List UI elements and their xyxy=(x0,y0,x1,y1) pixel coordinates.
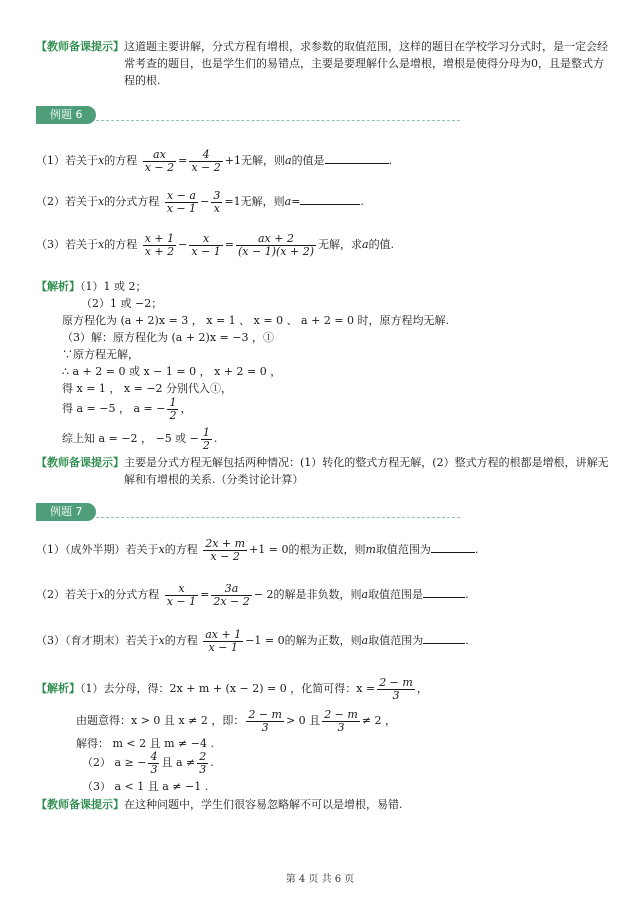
example-6-solution: 【解析】（1）1 或 2； xyxy=(36,280,147,293)
fraction: $\frac{x + 1}{x + 2}$ xyxy=(144,231,175,258)
teacher-tip-text: 这道题主要讲解，分式方程有增根，求参数的取值范围，这样的题目在学校学习分式时，是一定会经 xyxy=(124,40,608,53)
fraction: $\frac{ax + 2}{(x - 1)(x + 2)}$ xyxy=(238,231,314,258)
solution-line: 得 a = −5 ， a = − $\frac{1}{2}$ ， xyxy=(62,395,192,422)
example-6-question-2: （2）若关于x的分式方程 $\frac{x - a}{x - 1}$ − $\frac{3}{x}$ =1无解，则a= . xyxy=(36,188,364,215)
answer-blank[interactable] xyxy=(423,633,465,644)
teacher-tip-text: 解和有增根的关系.（分类讨论计算） xyxy=(124,473,304,486)
solution-line: 综上知 a = −2 ， −5 或 − $\frac{1}{2}$ . xyxy=(62,425,218,452)
fraction: $\frac{4}{3}$ xyxy=(150,749,158,776)
solution-line: 解得： m < 2 且 m ≠ −4 . xyxy=(76,737,214,750)
teacher-tip-1 xyxy=(36,40,608,54)
fraction: $\frac{2 - m}{3}$ xyxy=(324,707,358,734)
fraction: $\frac{x - a}{x - 1}$ xyxy=(166,188,197,215)
solution-line: 得 x = 1 ， x = −2 分别代入①， xyxy=(62,382,233,395)
example-7-title: 例题 7 xyxy=(36,503,96,521)
solution-line: （3）解：原方程化为 (a + 2)x = −3 ，① xyxy=(62,331,274,344)
fraction: $\frac{3}{x}$ xyxy=(213,188,221,215)
answer-blank[interactable] xyxy=(431,542,475,553)
fraction: $\frac{2}{3}$ xyxy=(199,749,207,776)
section-divider xyxy=(96,517,460,518)
teacher-tip-2: 【教师备课提示】主要是分式方程无解包括两种情况：(1）转化的整式方程无解，(2）整式方程的根都是增根，讲解无 xyxy=(36,456,609,469)
answer-blank[interactable] xyxy=(423,587,465,598)
solution-tag: 【解析】 xyxy=(36,280,80,293)
answer-blank[interactable] xyxy=(300,194,360,205)
example-6-title: 例题 6 xyxy=(36,106,96,124)
fraction: $\frac{1}{2}$ xyxy=(202,425,210,452)
example-7-solution: 【解析】（1）去分母，得：2x + m + (x − 2) = 0 ，化简可得：x = $\frac{2 - m}{3}$ ， xyxy=(36,675,428,702)
fraction: $\frac{ax}{x - 2}$ xyxy=(144,147,175,174)
fraction: $\frac{ax + 1}{x - 1}$ xyxy=(205,627,242,654)
teacher-tip-tag: 【教师备课提示】 xyxy=(36,40,124,53)
solution-line: 由题意得：x > 0 且 x ≠ 2 ，即： $\frac{2 - m}{3}$ > 0 且 $\frac{2 - m}{3}$ ≠ 2 ， xyxy=(76,707,397,734)
fraction: $\frac{2x + m}{x - 2}$ xyxy=(205,536,246,563)
fraction: $\frac{3a}{2x - 2}$ xyxy=(213,581,250,608)
fraction: $\frac{x}{x - 1}$ xyxy=(191,231,221,258)
example-6-question-3: （3）若关于x的方程 $\frac{x + 1}{x + 2}$ − $\frac{x}{x - 1}$ = $\frac{ax + 2}{(x - 1)(x + 2)}$ 无解，求a的值. xyxy=(36,231,395,258)
fraction: $\frac{2 - m}{3}$ xyxy=(248,707,282,734)
page-footer: 第 4 页 共 6 页 xyxy=(285,874,355,885)
fraction: $\frac{4}{x - 2}$ xyxy=(191,147,221,174)
solution-line: 原方程化为 (a + 2)x = 3 ， x = 1 、 x = 0 、 a + 2 = 0 时，原方程均无解. xyxy=(62,314,450,327)
fraction: $\frac{1}{2}$ xyxy=(169,395,177,422)
solution-line: （2） a ≥ − $\frac{4}{3}$ 且 a ≠ $\frac{2}{3}$ . xyxy=(82,749,214,776)
teacher-tip-tag: 【教师备课提示】 xyxy=(36,798,124,811)
teacher-tip-tag: 【教师备课提示】 xyxy=(36,456,124,469)
example-6-question-1: （1）若关于x的方程 $\frac{ax}{x - 2}$ = $\frac{4}{x - 2}$ +1无解，则a的值是 . xyxy=(36,147,393,174)
example-7-question-3: （3）（育才期末）若关于x的方程 $\frac{ax + 1}{x - 1}$ −1 = 0的解为正数，则a取值范围为 . xyxy=(36,627,469,654)
solution-line: ∴ a + 2 = 0 或 x − 1 = 0 ， x + 2 = 0 ， xyxy=(62,365,282,378)
section-divider xyxy=(96,120,460,121)
teacher-tip-3: 【教师备课提示】在这种问题中，学生们很容易忽略解不可以是增根，易错. xyxy=(36,798,403,811)
solution-line: （3） a < 1 且 a ≠ −1 . xyxy=(82,780,209,793)
example-7-question-1: （1）（成外半期）若关于x的方程 $\frac{2x + m}{x - 2}$ +1 = 0的根为正数，则m取值范围为 . xyxy=(36,536,479,563)
fraction: $\frac{2 - m}{3}$ xyxy=(379,675,413,702)
fraction: $\frac{x}{x - 1}$ xyxy=(166,581,197,608)
solution-tag: 【解析】 xyxy=(36,682,80,695)
answer-blank[interactable] xyxy=(325,153,389,164)
example-7-question-2: （2）若关于x的分式方程 $\frac{x}{x - 1}$ = $\frac{3a}{2x - 2}$ − 2的解是非负数，则a取值范围是 . xyxy=(36,581,469,608)
teacher-tip-text: 程的根. xyxy=(124,74,161,87)
teacher-tip-text: 常考查的题目，也是学生们的易错点，主要是要理解什么是增根，增根是使得分母为0，且是整式方 xyxy=(124,57,604,70)
solution-line: ∵原方程无解， xyxy=(62,348,139,361)
solution-line: （2）1 或 −2； xyxy=(81,297,163,310)
